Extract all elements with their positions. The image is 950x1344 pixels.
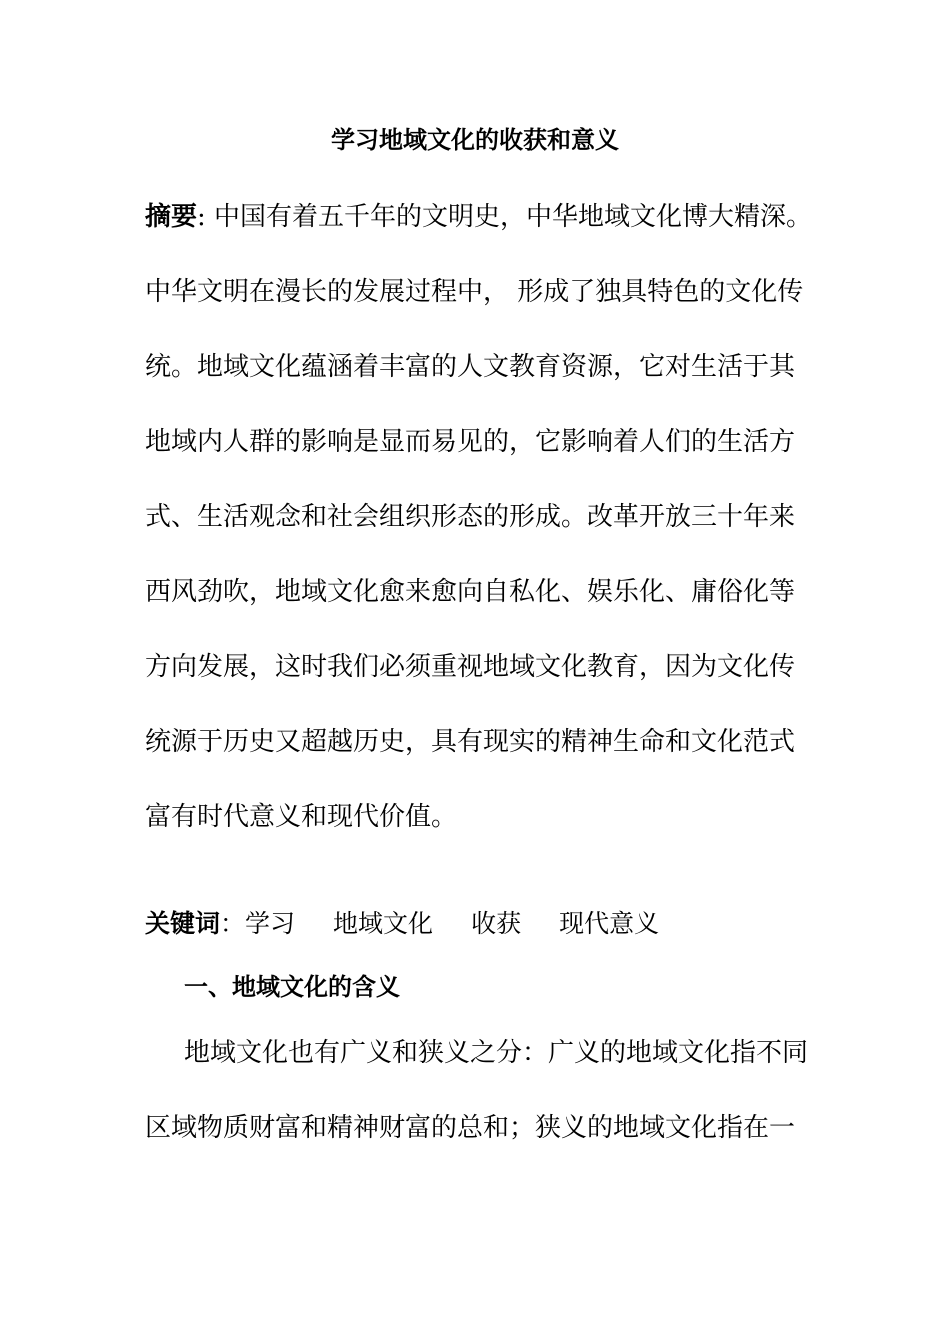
section-body (145, 1016, 815, 1166)
abstract-line: 富有时代意义和现代价值。 (145, 802, 458, 832)
abstract-line: 式、生活观念和社会组织形态的形成。改革开放三十年来 (145, 502, 796, 532)
abstract-line: 统源于历史又超越历史，具有现实的精神生命和文化范式 (145, 727, 796, 757)
abstract-line: 地域内人群的影响是显而易见的，它影响着人们的生活方 (145, 427, 796, 457)
section-heading: 一、地域文化的含义 (184, 973, 400, 1001)
keywords-block (145, 904, 697, 944)
keyword-item: 地域文化 (333, 909, 434, 938)
keyword-item: 学习 (245, 909, 296, 938)
keyword-item: 现代意义 (559, 909, 660, 938)
abstract-line (145, 180, 815, 255)
keyword-item: 收获 (471, 909, 522, 938)
abstract-line: 西风劲吹，地域文化愈来愈向自私化、娱乐化、庸俗化等 (145, 577, 796, 607)
document-title: 学习地域文化的收获和意义 (331, 126, 619, 154)
abstract-text: 中国有着五千年的文明史，中华地域文化博大精深。 (205, 202, 813, 232)
abstract-line: 中华文明在漫长的发展过程中， 形成了独具特色的文化传 (145, 277, 804, 307)
abstract-block (145, 180, 815, 855)
keywords-separator: ： (220, 909, 246, 938)
abstract-label: 摘要 (145, 202, 198, 232)
paragraph-line: 地域文化也有广义和狭义之分：广义的地域文化指不同 (184, 1038, 809, 1068)
abstract-line: 统。地域文化蕴涵着丰富的人文教育资源，它对生活于其 (145, 352, 796, 382)
abstract-line: 方向发展，这时我们必须重视地域文化教育，因为文化传 (145, 652, 796, 682)
abstract-separator: : (197, 202, 206, 232)
paragraph-line: 区域物质财富和精神财富的总和；狭义的地域文化指在一 (145, 1113, 796, 1143)
keywords-label: 关键词 (145, 909, 221, 938)
